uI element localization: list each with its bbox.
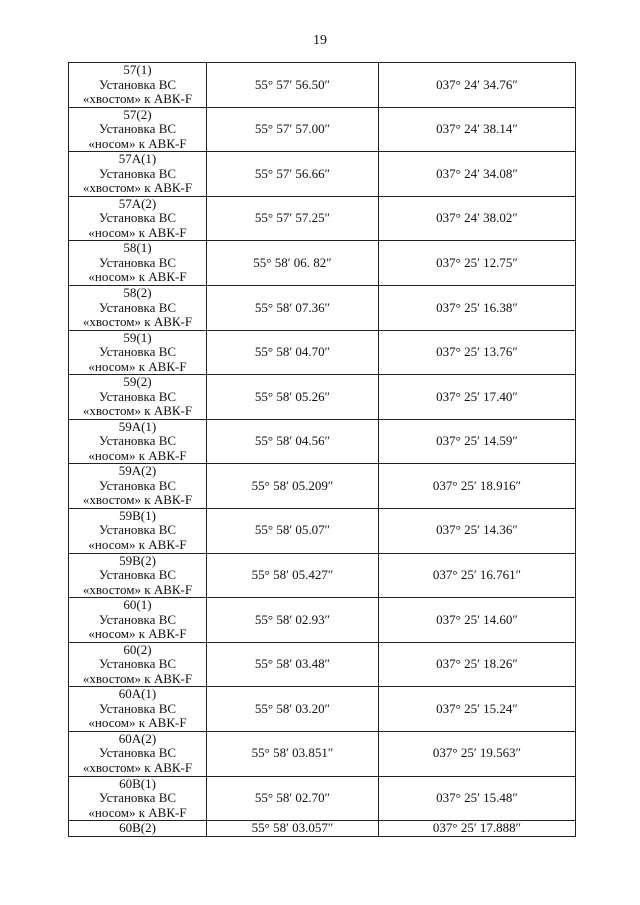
point-desc-line2: «носом» к АВК-F bbox=[88, 536, 187, 552]
table-row bbox=[69, 598, 576, 643]
point-cell bbox=[69, 508, 207, 553]
latitude-cell: 55° 58′ 04.56″ bbox=[207, 419, 379, 464]
point-desc-line2: «носом» к АВК-F bbox=[88, 269, 187, 285]
point-desc-line1: Установка ВС bbox=[98, 477, 177, 493]
point-desc-line2: «носом» к АВК-F bbox=[88, 447, 187, 463]
point-desc-line2: «хвостом» к АВК-F bbox=[82, 759, 193, 775]
latitude-cell: 55° 58′ 03.48″ bbox=[207, 642, 379, 687]
point-id: 57(2) bbox=[123, 107, 152, 122]
longitude-cell: 037° 25′ 17.40″ bbox=[379, 375, 576, 420]
point-cell bbox=[69, 553, 207, 598]
point-id: 59B(2) bbox=[119, 553, 156, 568]
point-id: 60(1) bbox=[123, 597, 152, 613]
point-id: 60A(1) bbox=[118, 686, 157, 702]
longitude-cell: 037° 25′ 19.563″ bbox=[379, 731, 576, 776]
point-desc-line2: «хвостом» к АВК-F bbox=[82, 403, 193, 419]
latitude-cell: 55° 57′ 57.25″ bbox=[207, 196, 379, 241]
latitude-cell: 55° 58′ 05.209″ bbox=[207, 464, 379, 509]
latitude-cell: 55° 58′ 03.851″ bbox=[207, 731, 379, 776]
point-id: 57(1) bbox=[123, 62, 152, 78]
table-row bbox=[69, 508, 576, 553]
point-id: 60(2) bbox=[123, 642, 152, 657]
point-cell bbox=[69, 419, 207, 464]
point-cell bbox=[69, 821, 207, 837]
longitude-cell: 037° 25′ 16.761″ bbox=[379, 553, 576, 598]
point-cell bbox=[69, 776, 207, 821]
point-cell bbox=[69, 152, 207, 197]
point-desc-line1: Установка ВС bbox=[98, 700, 177, 716]
table-row bbox=[69, 642, 576, 687]
point-desc-line2: «хвостом» к АВК-F bbox=[82, 180, 193, 196]
point-id: 57A(1) bbox=[118, 151, 157, 167]
coordinates-table-body bbox=[69, 63, 576, 837]
point-id: 58(2) bbox=[123, 285, 152, 301]
point-id: 60A(2) bbox=[118, 731, 157, 746]
table-row bbox=[69, 152, 576, 197]
longitude-cell: 037° 25′ 13.76″ bbox=[379, 330, 576, 375]
table-row bbox=[69, 731, 576, 776]
latitude-cell: 55° 58′ 03.20″ bbox=[207, 687, 379, 732]
point-id: 58(1) bbox=[123, 240, 152, 256]
point-desc-line2: «носом» к АВК-F bbox=[88, 358, 187, 374]
latitude-cell: 55° 57′ 56.66″ bbox=[207, 152, 379, 197]
point-desc-line1: Установка ВС bbox=[98, 210, 177, 226]
point-cell bbox=[69, 598, 207, 643]
longitude-cell: 037° 25′ 12.75″ bbox=[379, 241, 576, 286]
point-desc-line1: Установка ВС bbox=[98, 165, 177, 181]
point-desc-line1: Установка ВС bbox=[98, 299, 177, 315]
point-cell bbox=[69, 687, 207, 732]
point-desc-line1: Установка ВС bbox=[98, 76, 177, 92]
table-row bbox=[69, 241, 576, 286]
point-id: 57A(2) bbox=[118, 196, 157, 211]
latitude-cell: 55° 58′ 05.427″ bbox=[207, 553, 379, 598]
point-cell bbox=[69, 285, 207, 330]
point-desc-line1: Установка ВС bbox=[98, 388, 177, 404]
point-cell bbox=[69, 63, 207, 108]
point-cell bbox=[69, 731, 207, 776]
point-id: 59(1) bbox=[123, 330, 152, 345]
table-row bbox=[69, 553, 576, 598]
point-cell bbox=[69, 241, 207, 286]
latitude-cell: 55° 58′ 03.057″ bbox=[207, 821, 379, 837]
point-desc-line1: Установка ВС bbox=[98, 790, 177, 806]
table-row bbox=[69, 464, 576, 509]
longitude-cell: 037° 25′ 15.48″ bbox=[379, 776, 576, 821]
latitude-cell: 55° 58′ 02.93″ bbox=[207, 598, 379, 643]
latitude-cell: 55° 58′ 04.70″ bbox=[207, 330, 379, 375]
point-desc-line1: Установка ВС bbox=[98, 522, 177, 538]
longitude-cell: 037° 25′ 15.24″ bbox=[379, 687, 576, 732]
table-row bbox=[69, 687, 576, 732]
longitude-cell: 037° 24′ 38.14″ bbox=[379, 107, 576, 152]
latitude-cell: 55° 58′ 07.36″ bbox=[207, 285, 379, 330]
point-cell bbox=[69, 464, 207, 509]
table-row bbox=[69, 419, 576, 464]
point-desc-line2: «хвостом» к АВК-F bbox=[82, 670, 193, 686]
point-cell bbox=[69, 642, 207, 687]
point-desc-line1: Установка ВС bbox=[98, 745, 177, 761]
latitude-cell: 55° 58′ 06. 82″ bbox=[207, 241, 379, 286]
table-row bbox=[69, 375, 576, 420]
point-desc-line1: Установка ВС bbox=[98, 121, 177, 137]
longitude-cell: 037° 25′ 18.916″ bbox=[379, 464, 576, 509]
table-row bbox=[69, 821, 576, 837]
longitude-cell: 037° 25′ 16.38″ bbox=[379, 285, 576, 330]
longitude-cell: 037° 25′ 14.59″ bbox=[379, 419, 576, 464]
point-desc-line1: Установка ВС bbox=[98, 656, 177, 672]
point-desc-line2: «хвостом» к АВК-F bbox=[82, 91, 193, 107]
longitude-cell: 037° 25′ 14.60″ bbox=[379, 598, 576, 643]
point-desc-line1: Установка ВС bbox=[98, 611, 177, 627]
point-id: 59(2) bbox=[123, 374, 152, 390]
point-cell bbox=[69, 330, 207, 375]
point-cell bbox=[69, 196, 207, 241]
table-row bbox=[69, 285, 576, 330]
table-row bbox=[69, 330, 576, 375]
table-row bbox=[69, 107, 576, 152]
point-id: 59A(2) bbox=[118, 463, 157, 479]
latitude-cell: 55° 58′ 05.26″ bbox=[207, 375, 379, 420]
longitude-cell: 037° 24′ 34.76″ bbox=[379, 63, 576, 108]
point-cell bbox=[69, 375, 207, 420]
table-row bbox=[69, 63, 576, 108]
point-id: 59B(1) bbox=[119, 508, 156, 523]
table-row bbox=[69, 776, 576, 821]
point-desc-line2: «носом» к АВК-F bbox=[88, 626, 187, 642]
longitude-cell: 037° 24′ 34.08″ bbox=[379, 152, 576, 197]
table-row bbox=[69, 196, 576, 241]
latitude-cell: 55° 57′ 56.50″ bbox=[207, 63, 379, 108]
page-number: 19 bbox=[313, 33, 327, 48]
point-desc-line1: Установка ВС bbox=[98, 254, 177, 270]
point-desc-line2: «носом» к АВК-F bbox=[88, 804, 187, 820]
point-desc-line1: Установка ВС bbox=[98, 567, 177, 583]
point-desc-line2: «носом» к АВК-F bbox=[88, 224, 187, 240]
longitude-cell: 037° 25′ 18.26″ bbox=[379, 642, 576, 687]
longitude-cell: 037° 25′ 17.888″ bbox=[379, 821, 576, 837]
point-desc-line2: «носом» к АВК-F bbox=[88, 135, 187, 151]
point-id: 59A(1) bbox=[118, 419, 157, 434]
latitude-cell: 55° 58′ 05.07″ bbox=[207, 508, 379, 553]
point-desc-line2: «носом» к АВК-F bbox=[88, 715, 187, 731]
latitude-cell: 55° 58′ 02.70″ bbox=[207, 776, 379, 821]
point-id: 60B(2) bbox=[119, 820, 156, 836]
point-desc-line1: Установка ВС bbox=[98, 433, 177, 449]
point-desc-line1: Установка ВС bbox=[98, 344, 177, 360]
point-id: 60B(1) bbox=[119, 776, 156, 791]
point-desc-line2: «хвостом» к АВК-F bbox=[82, 492, 193, 508]
longitude-cell: 037° 24′ 38.02″ bbox=[379, 196, 576, 241]
point-desc-line2: «хвостом» к АВК-F bbox=[82, 314, 193, 330]
point-cell bbox=[69, 107, 207, 152]
longitude-cell: 037° 25′ 14.36″ bbox=[379, 508, 576, 553]
coordinates-table bbox=[68, 62, 576, 837]
point-desc-line2: «хвостом» к АВК-F bbox=[82, 581, 193, 597]
latitude-cell: 55° 57′ 57.00″ bbox=[207, 107, 379, 152]
